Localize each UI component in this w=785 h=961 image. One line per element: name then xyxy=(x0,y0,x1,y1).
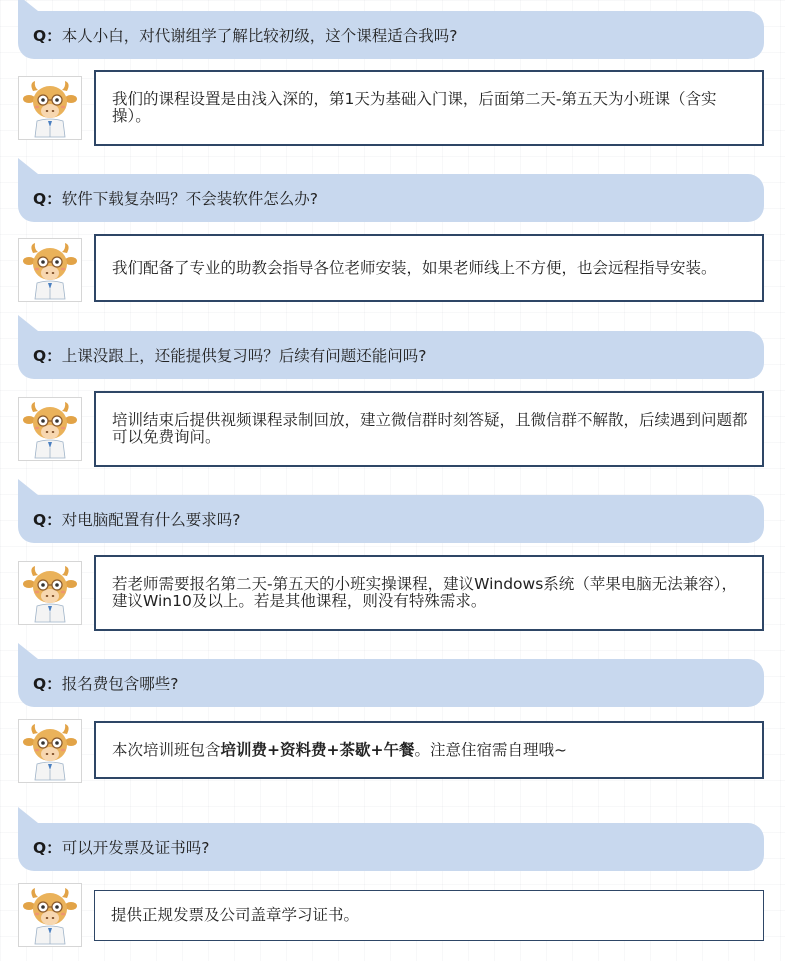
cartoon-doctor-cow-avatar-icon xyxy=(19,884,81,946)
answer-text: 若老师需要报名第二天-第五天的小班实操课程，建议Windows系统（苹果电脑无法兼容），建议Win10及以上。若是其他课程，则没有特殊需求。 xyxy=(112,575,738,610)
answer-text: 培训结束后提供视频课程录制回放，建立微信群时刻答疑，且微信群不解散，后续遇到问题都可以免费询问。 xyxy=(112,411,748,446)
answer-text: 提供正规发票及公司盖章学习证书。 xyxy=(111,906,360,924)
answer-suffix: 。注意住宿需自理哦~ xyxy=(414,740,567,759)
question-label: Q： xyxy=(33,27,62,45)
cartoon-doctor-cow-avatar-icon xyxy=(19,720,81,782)
question-text: 报名费包含哪些? xyxy=(61,675,179,693)
cartoon-doctor-cow-avatar-icon xyxy=(19,239,81,301)
question-label: Q： xyxy=(33,675,62,693)
question-bubble xyxy=(18,331,764,379)
answer-box xyxy=(94,234,764,302)
answer-box xyxy=(94,890,764,941)
avatar xyxy=(18,883,82,947)
question-bubble xyxy=(18,495,764,543)
question-text: 可以开发票及证书吗? xyxy=(61,839,210,857)
answer-box xyxy=(94,555,764,631)
question-label: Q： xyxy=(33,347,62,365)
avatar xyxy=(18,719,82,783)
question-bubble xyxy=(18,174,764,222)
question-text: 软件下载复杂吗？不会装软件怎么办? xyxy=(61,190,318,208)
question-bubble xyxy=(18,659,764,707)
cartoon-doctor-cow-avatar-icon xyxy=(19,77,81,139)
question-label: Q： xyxy=(33,511,62,529)
question-label: Q： xyxy=(33,190,62,208)
question-bubble xyxy=(18,11,764,59)
avatar xyxy=(18,561,82,625)
question-text: 本人小白，对代谢组学了解比较初级，这个课程适合我吗? xyxy=(61,27,458,45)
cartoon-doctor-cow-avatar-icon xyxy=(19,398,81,460)
question-text: 对电脑配置有什么要求吗? xyxy=(61,511,241,529)
question-label: Q： xyxy=(33,839,62,857)
answer-box xyxy=(94,391,764,467)
answer-box xyxy=(94,721,764,779)
answer-text: 我们配备了专业的助教会指导各位老师安装，如果老师线上不方便，也会远程指导安装。 xyxy=(112,258,717,277)
avatar xyxy=(18,76,82,140)
answer-bold: 培训费+资料费+茶歇+午餐 xyxy=(220,740,415,759)
avatar xyxy=(18,238,82,302)
answer-box xyxy=(94,70,764,146)
question-text: 上课没跟上，还能提供复习吗？后续有问题还能问吗? xyxy=(61,347,427,365)
question-bubble xyxy=(18,823,764,871)
answer-prefix: 本次培训班包含 xyxy=(112,740,221,759)
cartoon-doctor-cow-avatar-icon xyxy=(19,562,81,624)
answer-text: 我们的课程设置是由浅入深的，第1天为基础入门课，后面第二天-第五天为小班课（含实操）。 xyxy=(112,90,717,125)
avatar xyxy=(18,397,82,461)
answer-text xyxy=(112,742,567,759)
